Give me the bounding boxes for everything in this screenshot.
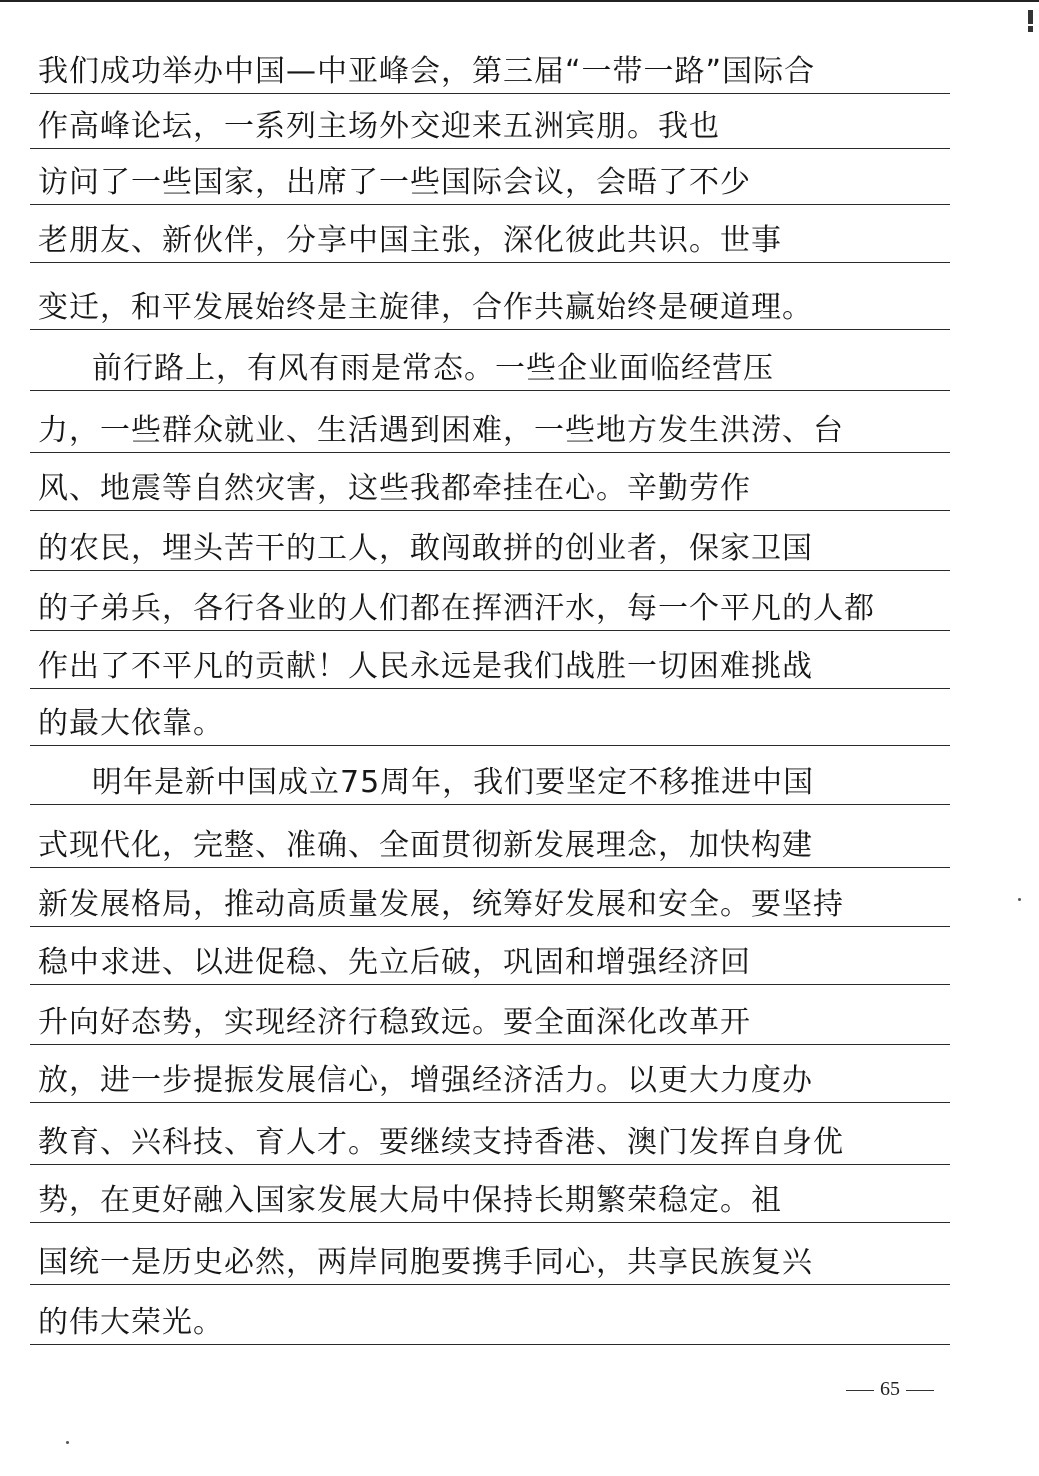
ruled-line	[30, 452, 950, 453]
text-line-7	[30, 405, 950, 453]
handwritten-text: 的伟大荣光。	[38, 1305, 224, 1340]
handwritten-text: 稳中求进、以进促稳、先立后破，巩固和增强经济回	[38, 945, 751, 980]
ruled-line	[30, 745, 950, 746]
ruled-line	[30, 1044, 950, 1045]
handwritten-text: 访问了一些国家，出席了一些国际会议，会晤了不少	[38, 165, 751, 200]
text-line-9	[30, 523, 950, 571]
handwritten-text: 变迁，和平发展始终是主旋律，合作共赢始终是硬道理。	[38, 290, 813, 325]
handwritten-text: 国统一是历史必然，两岸同胞要携手同心，共享民族复兴	[38, 1245, 813, 1280]
text-line-5	[30, 282, 950, 330]
ruled-line	[30, 1284, 950, 1285]
text-line-16	[30, 937, 950, 985]
handwritten-text: 的农民，埋头苦干的工人，敢闯敢拼的创业者，保家卫国	[38, 531, 813, 566]
handwritten-text: 作高峰论坛，一系列主场外交迎来五洲宾朋。我也	[38, 109, 720, 144]
handwritten-text: 的子弟兵，各行各业的人们都在挥洒汗水，每一个平凡的人都	[38, 591, 875, 626]
text-line-13	[30, 757, 950, 805]
ruled-line	[30, 390, 950, 391]
scan-speck	[1018, 898, 1021, 901]
text-line-1	[30, 46, 950, 94]
handwritten-text: 老朋友、新伙伴，分享中国主张，深化彼此共识。世事	[38, 223, 782, 258]
page-number-right-dash	[906, 1390, 934, 1391]
text-line-10	[30, 583, 950, 631]
text-line-18	[30, 1055, 950, 1103]
ruled-line	[30, 1222, 950, 1223]
ruled-line	[30, 570, 950, 571]
ruled-line	[30, 204, 950, 205]
ruled-line	[30, 329, 950, 330]
ruled-line	[30, 984, 950, 985]
ruled-line	[30, 804, 950, 805]
scan-speck	[66, 1441, 69, 1444]
ruled-line	[30, 688, 950, 689]
ruled-line	[30, 926, 950, 927]
ruled-line	[30, 510, 950, 511]
ruled-line	[30, 630, 950, 631]
text-line-21	[30, 1237, 950, 1285]
text-line-22	[30, 1297, 950, 1345]
handwritten-text: 前行路上，有风有雨是常态。一些企业面临经营压	[92, 351, 774, 386]
text-line-17	[30, 997, 950, 1045]
handwritten-text: 我们成功举办中国—中亚峰会，第三届“一带一路”国际合	[38, 54, 816, 89]
ruled-line	[30, 262, 950, 263]
handwritten-text: 势，在更好融入国家发展大局中保持长期繁荣稳定。祖	[38, 1183, 782, 1218]
handwritten-text: 作出了不平凡的贡献！人民永远是我们战胜一切困难挑战	[38, 649, 813, 684]
text-line-12	[30, 698, 950, 746]
text-line-14	[30, 820, 950, 868]
handwritten-text: 明年是新中国成立75周年，我们要坚定不移推进中国	[92, 765, 815, 800]
handwritten-text: 的最大依靠。	[38, 706, 224, 741]
handwritten-text: 风、地震等自然灾害，这些我都牵挂在心。辛勤劳作	[38, 471, 751, 506]
text-line-15	[30, 879, 950, 927]
ruled-line	[30, 1102, 950, 1103]
text-line-6	[30, 343, 950, 391]
ruled-line	[30, 93, 950, 94]
page-number-left-dash	[846, 1390, 874, 1391]
handwritten-text: 放，进一步提振发展信心，增强经济活力。以更大力度办	[38, 1063, 813, 1098]
ruled-line	[30, 867, 950, 868]
text-line-4	[30, 215, 950, 263]
handwritten-text: 式现代化，完整、准确、全面贯彻新发展理念，加快构建	[38, 828, 813, 863]
handwritten-text: 教育、兴科技、育人才。要继续支持香港、澳门发挥自身优	[38, 1125, 844, 1160]
page-number: 65	[880, 1378, 900, 1400]
text-line-20	[30, 1175, 950, 1223]
ruled-line	[30, 1344, 950, 1345]
handwritten-text: 新发展格局，推动高质量发展，统筹好发展和安全。要坚持	[38, 887, 844, 922]
handwritten-text: 力，一些群众就业、生活遇到困难，一些地方发生洪涝、台	[38, 413, 844, 448]
text-line-2	[30, 101, 950, 149]
text-line-11	[30, 641, 950, 689]
page-number-footer	[840, 1378, 940, 1401]
handwritten-text: 升向好态势，实现经济行稳致远。要全面深化改革开	[38, 1005, 751, 1040]
text-line-19	[30, 1117, 950, 1165]
text-line-3	[30, 157, 950, 205]
text-line-8	[30, 463, 950, 511]
ruled-line	[30, 148, 950, 149]
ruled-line	[30, 1164, 950, 1165]
